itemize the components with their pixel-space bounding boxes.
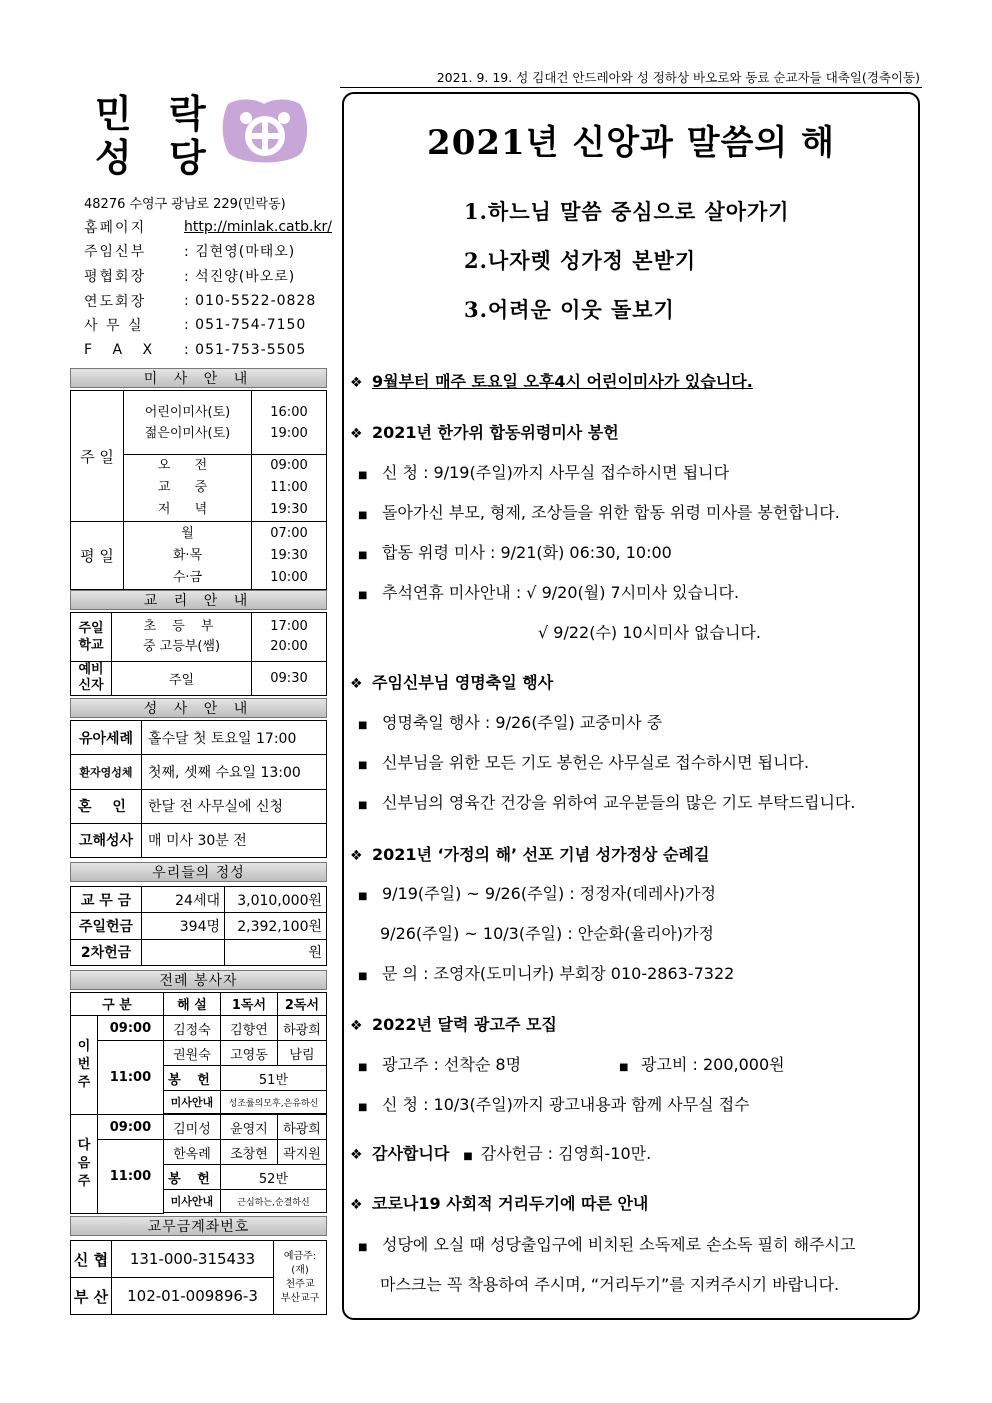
servers-this-week-label: 이 번 주 bbox=[71, 1015, 98, 1114]
catechism-row-name: 초 등 부 bbox=[143, 618, 220, 634]
notice-heading bbox=[350, 842, 709, 865]
notice-heading-text: 9월부터 매주 토요일 오후4시 어린이미사가 있습니다. bbox=[372, 372, 753, 391]
mass-sat-times bbox=[252, 391, 327, 455]
bank-table bbox=[70, 1240, 327, 1315]
fax-label: F A X bbox=[84, 341, 161, 358]
servers-name: 김정숙 bbox=[163, 1015, 220, 1040]
notice-text: 신 청 : 10/3(주일)까지 광고내용과 함께 사무실 접수 bbox=[382, 1095, 750, 1114]
offering-row-name: 2차헌금 bbox=[71, 939, 142, 965]
requiem-value: : 010-5522-0828 bbox=[184, 292, 317, 309]
diamond-bullet-icon: ❖ bbox=[350, 426, 363, 442]
square-bullet-icon: ■ bbox=[358, 720, 368, 731]
mass-row-time: 07:00 bbox=[270, 525, 308, 541]
diamond-bullet-icon: ❖ bbox=[350, 1147, 363, 1163]
notice-item bbox=[380, 1272, 839, 1295]
sacrament-row-value: 첫째, 셋째 수요일 13:00 bbox=[142, 755, 327, 789]
bank-account: 131-000-315433 bbox=[112, 1241, 274, 1278]
square-bullet-icon: ■ bbox=[358, 1242, 368, 1253]
servers-name: 하광희 bbox=[277, 1015, 326, 1040]
theme-3: 3.어려운 이웃 돌보기 bbox=[464, 297, 675, 322]
catechism-times bbox=[252, 613, 327, 662]
catechism-names bbox=[112, 613, 252, 662]
servers-head: 구 분 bbox=[71, 993, 164, 1016]
sacrament-row-value: 홀수달 첫 토요일 17:00 bbox=[142, 721, 327, 755]
mass-row-name: 수·금 bbox=[172, 569, 203, 585]
sacrament-row-name: 고해성사 bbox=[71, 823, 142, 857]
sacrament-title: 성 사 안 내 bbox=[70, 698, 327, 718]
homepage-row bbox=[84, 215, 334, 240]
office-row bbox=[84, 313, 334, 338]
servers-offer: 52반 bbox=[220, 1165, 326, 1190]
servers-name: 윤영지 bbox=[220, 1115, 277, 1140]
mass-row-time: 11:00 bbox=[270, 480, 308, 495]
offering-row-name: 주일헌금 bbox=[71, 913, 142, 939]
catechism-title: 교 리 안 내 bbox=[70, 590, 327, 610]
catechism-row-time: 17:00 bbox=[270, 618, 308, 634]
mass-sat-names bbox=[124, 391, 252, 455]
sacrament-row-name: 혼 인 bbox=[71, 789, 142, 823]
servers-name: 권원숙 bbox=[163, 1041, 220, 1066]
main-notice-box bbox=[342, 92, 920, 1320]
theme-2: 2.나자렛 성가정 본받기 bbox=[464, 248, 697, 273]
notice-heading bbox=[350, 1141, 651, 1164]
servers-name: 고영동 bbox=[220, 1041, 277, 1066]
notice-heading-text: 2021년 ‘가정의 해’ 선포 기념 성가정상 순례길 bbox=[372, 845, 710, 864]
notice-item bbox=[358, 500, 840, 523]
square-bullet-icon: ■ bbox=[463, 1151, 473, 1162]
mass-row-time: 10:00 bbox=[270, 569, 308, 585]
servers-table bbox=[70, 992, 327, 1214]
requiem-row bbox=[84, 288, 334, 313]
homepage-label: 홈페이지 bbox=[84, 219, 147, 236]
servers-name: 남림 bbox=[277, 1041, 326, 1066]
mass-row-time: 09:00 bbox=[270, 458, 308, 473]
mass-row-time: 19:30 bbox=[270, 502, 308, 517]
main-title: 2021년 신앙과 말씀의 해 bbox=[427, 123, 835, 163]
diamond-bullet-icon: ❖ bbox=[350, 1197, 363, 1213]
mass-sun-names bbox=[124, 455, 252, 522]
mass-row-name: 저 녁 bbox=[157, 502, 218, 517]
council-row bbox=[84, 264, 334, 289]
notice-text: 9/26(주일) ~ 10/3(주일) : 안순화(율리아)가정 bbox=[380, 924, 714, 943]
servers-name: 한옥례 bbox=[163, 1140, 220, 1165]
servers-offer-label: 봉 헌 bbox=[163, 1165, 220, 1190]
mass-row-time: 19:00 bbox=[270, 425, 308, 441]
notice-item bbox=[380, 921, 714, 944]
notice-heading bbox=[350, 420, 619, 443]
mass-row-time: 16:00 bbox=[270, 404, 308, 420]
notice-item bbox=[358, 1232, 855, 1255]
notice-text: 신부님을 위한 모든 기도 봉헌은 사무실로 접수하시면 됩니다. bbox=[382, 753, 810, 772]
notice-text: 9/19(주일) ~ 9/26(주일) : 정정자(데레사)가정 bbox=[382, 884, 716, 903]
notice-item bbox=[358, 790, 855, 813]
notice-text: 광고주 : 선착순 8명 bbox=[382, 1055, 522, 1074]
catechism-pre-name: 주일 bbox=[112, 661, 252, 695]
mass-weekday-names bbox=[124, 522, 252, 590]
servers-title: 전례 봉사자 bbox=[70, 970, 327, 990]
notice-item bbox=[358, 460, 729, 483]
servers-offer: 51반 bbox=[220, 1066, 326, 1091]
notice-text: 신 청 : 9/19(주일)까지 사무실 접수하시면 됩니다 bbox=[382, 463, 730, 482]
notice-text: 마스크는 꼭 착용하여 주시며, “거리두기”를 지켜주시기 바랍니다. bbox=[380, 1275, 840, 1294]
sacrament-row-name: 환자영성체 bbox=[71, 755, 142, 789]
servers-time: 11:00 bbox=[98, 1041, 164, 1115]
fax-value: : 051-753-5505 bbox=[184, 341, 307, 358]
mass-row-name: 교 중 bbox=[157, 480, 218, 495]
servers-guide: 근심하는,순결하신 bbox=[220, 1190, 326, 1213]
offering-table bbox=[70, 886, 327, 966]
notice-text: 돌아가신 부모, 형제, 조상들을 위한 합동 위령 미사를 봉헌합니다. bbox=[382, 503, 840, 522]
square-bullet-icon: ■ bbox=[358, 891, 368, 902]
offering-row-count: 394명 bbox=[142, 913, 225, 939]
sacrament-row-value: 한달 전 사무실에 신청 bbox=[142, 789, 327, 823]
diamond-bullet-icon: ❖ bbox=[350, 848, 363, 864]
notice-text: 성당에 오실 때 성당출입구에 비치된 소독제로 손소독 필히 해주시고 bbox=[382, 1235, 856, 1254]
sacrament-table bbox=[70, 720, 327, 858]
office-label: 사 무 실 bbox=[84, 318, 144, 335]
office-value: : 051-754-7150 bbox=[184, 317, 307, 334]
notice-item bbox=[358, 540, 672, 563]
mass-title: 미 사 안 내 bbox=[70, 368, 327, 388]
diamond-bullet-icon: ❖ bbox=[350, 676, 363, 692]
bank-name: 신 협 bbox=[71, 1241, 112, 1278]
catechism-row-name: 중 고등부(쌤) bbox=[142, 638, 221, 654]
mass-sun-times bbox=[252, 455, 327, 522]
servers-name: 조창현 bbox=[220, 1140, 277, 1165]
square-bullet-icon: ■ bbox=[358, 470, 368, 481]
catechism-school-label: 주일 학교 bbox=[71, 613, 112, 662]
notice-text: 감사헌금 : 김영희-10만. bbox=[480, 1144, 652, 1163]
address: 48276 수영구 광남로 229(민락동) bbox=[84, 196, 286, 212]
square-bullet-icon: ■ bbox=[358, 760, 368, 771]
notice-text: 신부님의 영육간 건강을 위하여 교우분들의 많은 기도 부탁드립니다. bbox=[382, 793, 856, 812]
servers-name: 곽지원 bbox=[277, 1140, 326, 1165]
notice-text: 합동 위령 미사 : 9/21(화) 06:30, 10:00 bbox=[382, 543, 672, 562]
council-value: : 석진양(바오로) bbox=[184, 269, 296, 286]
notice-heading bbox=[350, 670, 553, 693]
notice-heading-text: 코로나19 사회적 거리두기에 따른 안내 bbox=[372, 1194, 649, 1213]
servers-next-week-label: 다 음 주 bbox=[71, 1115, 98, 1214]
bank-account: 102-01-009896-3 bbox=[112, 1278, 274, 1315]
catechism-table bbox=[70, 612, 327, 696]
theme-1: 1.하느님 말씀 중심으로 살아가기 bbox=[464, 199, 790, 224]
notice-item bbox=[358, 961, 734, 984]
mass-table bbox=[70, 390, 327, 590]
requiem-label: 연도회장 bbox=[84, 293, 147, 310]
square-bullet-icon: ■ bbox=[358, 1062, 368, 1073]
notice-heading-text: 2021년 한가위 합동위령미사 봉헌 bbox=[372, 423, 619, 442]
notice-text: √ 9/22(수) 10시미사 없습니다. bbox=[538, 623, 761, 642]
mass-row-name: 오 전 bbox=[157, 458, 218, 473]
contact-info bbox=[84, 190, 334, 362]
mass-weekday-label: 평 일 bbox=[71, 522, 124, 590]
notice-heading bbox=[350, 1191, 648, 1214]
servers-guide-label: 미사안내 bbox=[163, 1091, 220, 1114]
notice-item bbox=[358, 1092, 750, 1115]
notice-heading-text: 2022년 달력 광고주 모집 bbox=[372, 1015, 557, 1034]
servers-name: 김향연 bbox=[220, 1015, 277, 1040]
servers-name: 김미성 bbox=[163, 1115, 220, 1140]
parish-name-line1: 민 락 bbox=[95, 91, 218, 136]
square-bullet-icon: ■ bbox=[358, 590, 368, 601]
date-line: 2021. 9. 19. 성 김대건 안드레아와 성 정하상 바오로와 동료 순교자들 대축일(경축이동) bbox=[436, 70, 920, 85]
bank-holder: 예금주: (재) 천주교 부산교구 bbox=[274, 1241, 327, 1315]
offering-title: 우리들의 정성 bbox=[70, 862, 327, 882]
sacrament-row-value: 매 미사 30분 전 bbox=[142, 823, 327, 857]
mass-row-name: 화·목 bbox=[172, 547, 203, 563]
offering-row-amount: 3,010,000원 bbox=[225, 887, 327, 913]
church-logo-icon bbox=[218, 96, 312, 170]
square-bullet-icon: ■ bbox=[358, 550, 368, 561]
square-bullet-icon: ■ bbox=[358, 510, 368, 521]
offering-row-amount: 2,392,100원 bbox=[225, 913, 327, 939]
catechism-pre-time: 09:30 bbox=[252, 661, 327, 695]
servers-head: 1독서 bbox=[220, 993, 277, 1016]
mass-sunday-label: 주 일 bbox=[71, 391, 124, 522]
notice-item bbox=[358, 1052, 785, 1075]
offering-row-name: 교 무 금 bbox=[71, 887, 142, 913]
servers-guide: 성조률의모후,은유하신 bbox=[220, 1091, 326, 1114]
pastor-row bbox=[84, 239, 334, 264]
catechism-pre-label: 예비 신자 bbox=[71, 661, 112, 695]
diamond-bullet-icon: ❖ bbox=[350, 1018, 363, 1034]
notice-text: 문 의 : 조영자(도미니카) 부회장 010-2863-7322 bbox=[382, 964, 735, 983]
header-rule bbox=[340, 87, 922, 88]
servers-time: 09:00 bbox=[98, 1015, 164, 1040]
mass-row-time: 19:30 bbox=[270, 547, 308, 563]
notice-heading-text: 주임신부님 영명축일 행사 bbox=[372, 673, 554, 692]
square-bullet-icon: ■ bbox=[358, 800, 368, 811]
offering-row-count: 24세대 bbox=[142, 887, 225, 913]
council-label: 평협회장 bbox=[84, 269, 147, 286]
pastor-label: 주임신부 bbox=[84, 244, 147, 261]
catechism-row-time: 20:00 bbox=[270, 638, 308, 654]
mass-weekday-times bbox=[252, 522, 327, 590]
servers-time: 09:00 bbox=[98, 1115, 164, 1140]
square-bullet-icon: ■ bbox=[358, 1102, 368, 1113]
notice-text: 추석연휴 미사안내 : √ 9/20(월) 7시미사 있습니다. bbox=[382, 583, 740, 602]
notice-heading bbox=[350, 369, 753, 392]
servers-name: 하광희 bbox=[277, 1115, 326, 1140]
offering-row-amount: 원 bbox=[225, 939, 327, 965]
notice-heading-text: 감사합니다 bbox=[372, 1144, 450, 1163]
mass-row-name: 어린이미사(토) bbox=[144, 404, 231, 420]
bank-name: 부 산 bbox=[71, 1278, 112, 1315]
notice-text: 영명축일 행사 : 9/26(주일) 교중미사 중 bbox=[382, 713, 663, 732]
homepage-link[interactable]: http://minlak.catb.kr/ bbox=[184, 218, 332, 235]
servers-guide-label: 미사안내 bbox=[163, 1190, 220, 1213]
servers-time: 11:00 bbox=[98, 1140, 164, 1214]
sacrament-row-name: 유아세례 bbox=[71, 721, 142, 755]
bank-title: 교무금계좌번호 bbox=[70, 1216, 327, 1236]
servers-head: 2독서 bbox=[277, 993, 326, 1016]
fax-row bbox=[84, 338, 334, 363]
notice-item bbox=[358, 881, 716, 904]
pastor-value: : 김현영(마태오) bbox=[184, 244, 296, 261]
offering-row-count bbox=[142, 939, 225, 965]
notice-item bbox=[358, 710, 662, 733]
square-bullet-icon: ■ bbox=[619, 1062, 629, 1073]
notice-heading bbox=[350, 1012, 557, 1035]
parish-name bbox=[95, 92, 218, 180]
notice-text: 광고비 : 200,000원 bbox=[641, 1055, 785, 1074]
servers-offer-label: 봉 헌 bbox=[163, 1066, 220, 1091]
mass-row-name: 월 bbox=[181, 525, 194, 541]
notice-item bbox=[538, 620, 761, 643]
notice-item bbox=[358, 750, 809, 773]
diamond-bullet-icon: ❖ bbox=[350, 375, 363, 391]
parish-name-line2: 성 당 bbox=[95, 135, 218, 180]
mass-row-name: 젊은이미사(토) bbox=[144, 425, 231, 441]
notice-item bbox=[358, 580, 739, 603]
servers-head: 해 설 bbox=[163, 993, 220, 1016]
square-bullet-icon: ■ bbox=[358, 971, 368, 982]
